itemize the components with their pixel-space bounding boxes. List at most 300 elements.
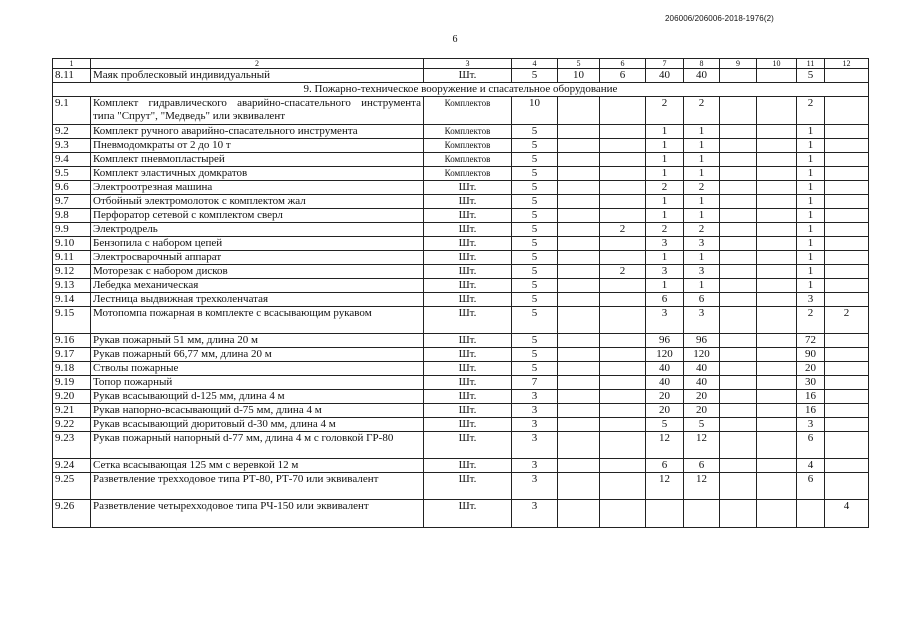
value-cell: 1 [646,209,684,223]
unit-cell: Шт. [424,362,512,376]
value-cell [757,459,797,473]
value-cell [558,139,600,153]
value-cell [558,223,600,237]
value-cell [720,376,757,390]
value-cell: 20 [684,390,720,404]
value-cell: 1 [797,279,825,293]
value-cell [720,307,757,334]
item-name: Разветвление трехходовое типа РТ-80, РТ-70 или эквивалент [91,473,424,500]
row-number: 9.7 [53,195,91,209]
table-row [53,473,869,500]
row-number: 9.11 [53,251,91,265]
item-name: Перфоратор сетевой с комплектом сверл [91,209,424,223]
value-cell: 5 [512,139,558,153]
value-cell [600,97,646,125]
value-cell: 2 [825,307,869,334]
value-cell [825,473,869,500]
value-cell [825,181,869,195]
value-cell: 5 [646,418,684,432]
value-cell: 3 [797,418,825,432]
value-cell [600,153,646,167]
value-cell [757,139,797,153]
unit-cell: Шт. [424,265,512,279]
value-cell [720,209,757,223]
value-cell [558,279,600,293]
column-number: 10 [757,59,797,69]
value-cell [825,153,869,167]
value-cell [720,223,757,237]
row-number: 9.19 [53,376,91,390]
value-cell: 3 [684,237,720,251]
value-cell: 1 [797,223,825,237]
table-row [53,432,869,459]
value-cell: 1 [684,125,720,139]
value-cell: 3 [646,307,684,334]
value-cell: 5 [512,125,558,139]
row-number: 9.2 [53,125,91,139]
value-cell: 3 [512,418,558,432]
value-cell: 12 [684,432,720,459]
value-cell [558,459,600,473]
value-cell [757,473,797,500]
value-cell [600,209,646,223]
section-row [53,83,869,97]
row-number: 9.22 [53,418,91,432]
value-cell [825,69,869,83]
value-cell [825,237,869,251]
value-cell [600,390,646,404]
value-cell [558,153,600,167]
value-cell [825,139,869,153]
value-cell: 20 [684,404,720,418]
value-cell: 1 [684,279,720,293]
value-cell [757,209,797,223]
value-cell [558,348,600,362]
item-name: Рукав напорно-всасывающий d-75 мм, длина 4 м [91,404,424,418]
value-cell: 2 [797,307,825,334]
value-cell [558,265,600,279]
item-name: Электроотрезная машина [91,181,424,195]
unit-cell: Шт. [424,418,512,432]
row-number: 9.8 [53,209,91,223]
unit-cell: Комплектов [424,97,512,125]
unit-cell: Комплектов [424,125,512,139]
value-cell [825,195,869,209]
value-cell: 1 [646,139,684,153]
value-cell: 6 [684,459,720,473]
value-cell [720,418,757,432]
row-number: 9.24 [53,459,91,473]
item-name: Комплект ручного аварийно-спасательного инструмента [91,125,424,139]
column-number: 5 [558,59,600,69]
unit-cell: Шт. [424,473,512,500]
value-cell: 30 [797,376,825,390]
value-cell [720,251,757,265]
value-cell [600,293,646,307]
value-cell [825,293,869,307]
value-cell [757,418,797,432]
unit-cell: Шт. [424,209,512,223]
value-cell [825,376,869,390]
unit-cell: Шт. [424,348,512,362]
item-name: Отбойный электромолоток с комплектом жал [91,195,424,209]
unit-cell: Шт. [424,390,512,404]
value-cell: 3 [646,265,684,279]
value-cell [558,125,600,139]
value-cell [757,125,797,139]
value-cell: 16 [797,404,825,418]
value-cell: 1 [684,153,720,167]
value-cell: 6 [646,293,684,307]
value-cell [600,279,646,293]
value-cell [757,404,797,418]
unit-cell: Шт. [424,195,512,209]
value-cell [757,181,797,195]
row-number: 9.4 [53,153,91,167]
value-cell: 12 [646,432,684,459]
value-cell: 7 [512,376,558,390]
value-cell [720,237,757,251]
value-cell: 40 [646,376,684,390]
value-cell [720,432,757,459]
value-cell [600,432,646,459]
value-cell [720,195,757,209]
column-number: 1 [53,59,91,69]
value-cell: 2 [684,181,720,195]
table-row [53,251,869,265]
value-cell: 1 [797,195,825,209]
value-cell: 3 [684,307,720,334]
unit-cell: Шт. [424,459,512,473]
column-number: 8 [684,59,720,69]
item-name: Электродрель [91,223,424,237]
value-cell [825,279,869,293]
value-cell: 5 [797,69,825,83]
value-cell: 5 [512,348,558,362]
table-row [53,209,869,223]
value-cell [720,334,757,348]
value-cell: 120 [646,348,684,362]
value-cell [825,362,869,376]
row-number: 9.12 [53,265,91,279]
value-cell: 5 [684,418,720,432]
item-name: Лебедка механическая [91,279,424,293]
value-cell [600,139,646,153]
value-cell [720,390,757,404]
value-cell: 1 [684,251,720,265]
value-cell: 1 [646,279,684,293]
table-row [53,348,869,362]
value-cell: 5 [512,153,558,167]
value-cell: 5 [512,362,558,376]
value-cell [558,390,600,404]
row-number: 9.9 [53,223,91,237]
value-cell: 96 [684,334,720,348]
value-cell [558,167,600,181]
value-cell [757,279,797,293]
value-cell [558,209,600,223]
row-number: 9.10 [53,237,91,251]
value-cell: 3 [512,404,558,418]
value-cell [825,251,869,265]
value-cell: 5 [512,69,558,83]
table-row [53,293,869,307]
table-row [53,167,869,181]
row-number: 9.13 [53,279,91,293]
item-name: Комплект пневмопластырей [91,153,424,167]
unit-cell: Шт. [424,69,512,83]
unit-cell: Шт. [424,432,512,459]
value-cell [757,223,797,237]
table-row [53,139,869,153]
value-cell [600,237,646,251]
value-cell [757,251,797,265]
value-cell [558,307,600,334]
value-cell [720,97,757,125]
value-cell: 2 [646,97,684,125]
table-row [53,237,869,251]
value-cell [757,195,797,209]
value-cell [558,97,600,125]
value-cell [825,125,869,139]
value-cell: 5 [512,265,558,279]
value-cell [720,279,757,293]
value-cell [720,125,757,139]
value-cell: 5 [512,209,558,223]
value-cell: 120 [684,348,720,362]
unit-cell: Шт. [424,307,512,334]
value-cell [558,334,600,348]
value-cell [825,223,869,237]
section-title: 9. Пожарно-техническое вооружение и спасательное оборудование [53,83,869,97]
value-cell [757,153,797,167]
value-cell: 4 [825,500,869,528]
item-name: Пневмодомкраты от 2 до 10 т [91,139,424,153]
item-name: Комплект гидравлического аварийно-спасательного инструмента типа "Спрут", "Медведь" или эквивалент [91,97,424,125]
value-cell [600,500,646,528]
unit-cell: Комплектов [424,139,512,153]
table-row [53,69,869,83]
value-cell [757,376,797,390]
value-cell: 3 [512,432,558,459]
value-cell [720,153,757,167]
value-cell: 40 [684,362,720,376]
item-name: Рукав всасывающий d-125 мм, длина 4 м [91,390,424,404]
table-row [53,279,869,293]
value-cell: 2 [797,97,825,125]
value-cell: 5 [512,307,558,334]
value-cell [757,237,797,251]
unit-cell: Комплектов [424,167,512,181]
value-cell [757,362,797,376]
row-number: 9.15 [53,307,91,334]
value-cell [600,473,646,500]
value-cell: 2 [646,181,684,195]
unit-cell: Шт. [424,251,512,265]
value-cell: 40 [646,69,684,83]
value-cell: 3 [646,237,684,251]
value-cell: 10 [512,97,558,125]
value-cell [558,432,600,459]
value-cell [558,404,600,418]
value-cell [558,237,600,251]
value-cell: 1 [797,181,825,195]
table-row [53,181,869,195]
value-cell: 5 [512,293,558,307]
column-number: 3 [424,59,512,69]
value-cell [720,404,757,418]
value-cell [825,209,869,223]
value-cell [558,195,600,209]
value-cell: 5 [512,334,558,348]
value-cell [558,251,600,265]
table-row [53,265,869,279]
value-cell [797,500,825,528]
value-cell: 2 [600,265,646,279]
value-cell: 12 [646,473,684,500]
value-cell: 20 [646,390,684,404]
value-cell [558,376,600,390]
value-cell: 3 [512,473,558,500]
value-cell [757,69,797,83]
row-number: 9.18 [53,362,91,376]
value-cell [720,459,757,473]
row-number: 9.26 [53,500,91,528]
item-name: Разветвление четырехходовое типа РЧ-150 или эквивалент [91,500,424,528]
unit-cell: Шт. [424,237,512,251]
value-cell [558,418,600,432]
item-name: Топор пожарный [91,376,424,390]
value-cell: 40 [684,376,720,390]
value-cell: 1 [797,265,825,279]
value-cell [720,181,757,195]
value-cell: 5 [512,279,558,293]
value-cell: 2 [684,97,720,125]
item-name: Сетка всасывающая 125 мм с веревкой 12 м [91,459,424,473]
value-cell [825,390,869,404]
value-cell: 1 [646,167,684,181]
value-cell [825,348,869,362]
equipment-table [52,58,869,528]
value-cell: 6 [684,293,720,307]
value-cell [825,418,869,432]
value-cell [825,432,869,459]
value-cell: 3 [512,390,558,404]
value-cell [757,348,797,362]
value-cell [600,404,646,418]
value-cell [600,418,646,432]
value-cell: 1 [684,209,720,223]
value-cell [757,307,797,334]
value-cell [825,265,869,279]
value-cell [600,167,646,181]
value-cell [720,167,757,181]
value-cell: 96 [646,334,684,348]
item-name: Лестница выдвижная трехколенчатая [91,293,424,307]
value-cell: 1 [684,139,720,153]
value-cell: 5 [512,167,558,181]
value-cell [600,334,646,348]
value-cell [646,500,684,528]
table-row [53,362,869,376]
value-cell [558,362,600,376]
value-cell [825,167,869,181]
table-row [53,500,869,528]
value-cell [757,167,797,181]
unit-cell: Шт. [424,500,512,528]
column-number: 9 [720,59,757,69]
table-row [53,223,869,237]
value-cell [600,459,646,473]
table-row [53,153,869,167]
value-cell: 5 [512,237,558,251]
value-cell [720,265,757,279]
row-number: 9.23 [53,432,91,459]
value-cell: 3 [684,265,720,279]
value-cell [600,195,646,209]
item-name: Мотопомпа пожарная в комплекте с всасывающим рукавом [91,307,424,334]
value-cell [558,500,600,528]
item-name: Рукав пожарный 51 мм, длина 20 м [91,334,424,348]
item-name: Бензопила с набором цепей [91,237,424,251]
row-number: 9.17 [53,348,91,362]
value-cell [600,251,646,265]
value-cell [757,265,797,279]
value-cell [757,97,797,125]
column-number: 11 [797,59,825,69]
row-number: 9.16 [53,334,91,348]
row-number: 9.5 [53,167,91,181]
value-cell [825,404,869,418]
value-cell: 20 [797,362,825,376]
value-cell: 1 [797,125,825,139]
value-cell: 2 [646,223,684,237]
value-cell: 4 [797,459,825,473]
column-number: 12 [825,59,869,69]
value-cell: 3 [797,293,825,307]
table-row [53,418,869,432]
table-row [53,195,869,209]
value-cell [720,362,757,376]
unit-cell: Шт. [424,181,512,195]
row-number: 9.21 [53,404,91,418]
item-name: Электросварочный аппарат [91,251,424,265]
item-name: Комплект эластичных домкратов [91,167,424,181]
value-cell: 1 [797,237,825,251]
value-cell: 1 [646,251,684,265]
row-number: 9.25 [53,473,91,500]
table-row [53,97,869,125]
value-cell: 1 [797,209,825,223]
unit-cell: Шт. [424,376,512,390]
value-cell [757,432,797,459]
value-cell [720,293,757,307]
value-cell [558,181,600,195]
value-cell: 6 [797,432,825,459]
value-cell [757,334,797,348]
document-reference: 206006/206006-2018-1976(2) [665,14,774,23]
item-name: Моторезак с набором дисков [91,265,424,279]
value-cell: 10 [558,69,600,83]
value-cell: 2 [684,223,720,237]
row-number: 9.20 [53,390,91,404]
value-cell [825,334,869,348]
column-number: 2 [91,59,424,69]
value-cell [600,125,646,139]
row-number: 9.1 [53,97,91,125]
value-cell: 1 [797,167,825,181]
value-cell: 5 [512,251,558,265]
